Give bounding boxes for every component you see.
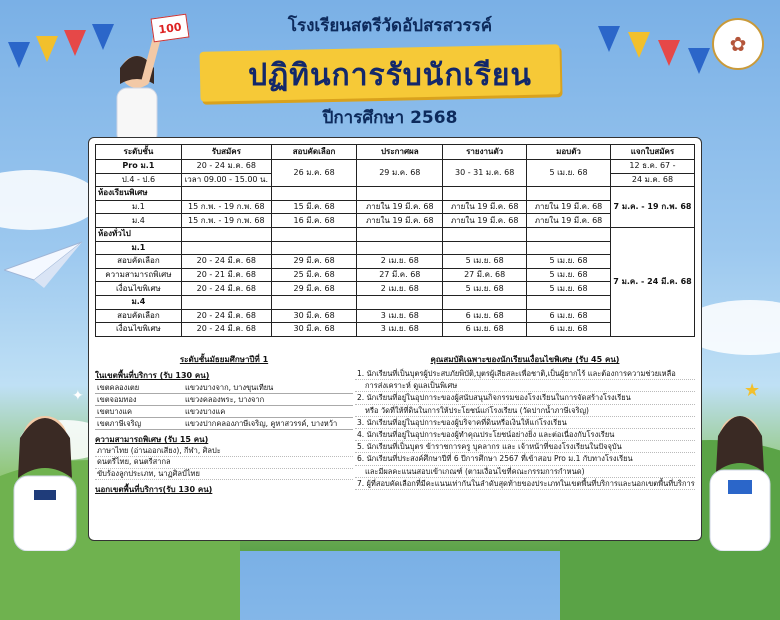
row-report: ภายใน 19 มี.ค. 68 [443,214,527,228]
section-row [96,295,695,309]
school-name: โรงเรียนสตรีวัดอัปสรสวรรค์ [287,16,493,36]
in-zone-title: ในเขตพื้นที่บริการ (รับ 130 คน) [95,371,210,380]
header-announce: ประกาศผล [357,145,443,160]
talent-line: ภาษาไทย (อ่านออกเสียง), กีฬา, ศิลปะ [95,446,353,457]
student-illustration-bottom-right [698,396,780,551]
header-exam: สอบคัดเลือก [271,145,357,160]
section-row [96,227,695,241]
row-report: 5 เม.ย. 68 [443,255,527,269]
row-announce: 27 มี.ค. 68 [357,268,443,282]
zone-subdistrict: แขวงปากคลองภาษีเจริญ, คูหาสวรรค์, บางหว้า [185,419,338,428]
zone-district: เขตบางแค [97,407,133,416]
row-announce: 2 เม.ย. 68 [357,282,443,296]
talent-line: ขับร้องลูกประเภท, นาฏศิลป์ไทย [95,469,353,480]
row-exam: 16 มี.ค. 68 [271,214,357,228]
header-form: แจกใบสมัคร [610,145,694,160]
talent-line: ดนตรีไทย, ดนตรีสากล [95,457,353,468]
pro-level-sub: ป.4 - ป.6 [96,173,182,187]
page-title: ปฏิทินการรับนักเรียน [248,58,532,93]
row-apply: 15 ก.พ. - 19 ก.พ. 68 [181,214,271,228]
table-row [96,255,695,269]
school-logo: ✿ [712,18,764,70]
zone-subdistrict: แขวงบางจาก, บางขุนเทียน [185,383,274,392]
row-apply: 20 - 24 มี.ค. 68 [181,282,271,296]
row-exam: 15 มี.ค. 68 [271,200,357,214]
star-icon: ★ [744,380,761,401]
row-apply: 15 ก.พ. - 19 ก.พ. 68 [181,200,271,214]
pro-exam: 26 ม.ค. 68 [271,160,357,187]
special-section-label: ห้องเรียนพิเศษ [96,187,182,201]
condition-line: 4. นักเรียนที่อยู่ในอุปการะของผู้ทำคุณประโยชน์อย่างยิ่ง และต่อเนื่องกับโรงเรียน [355,429,695,441]
general-form-period: 7 ม.ค. - 24 มี.ค. 68 [610,227,694,336]
row-announce: ภายใน 19 มี.ค. 68 [357,200,443,214]
pro-announce: 29 ม.ค. 68 [357,160,443,187]
table-row [96,200,695,214]
row-report: ภายใน 19 มี.ค. 68 [443,200,527,214]
m1-label: ม.1 [96,241,182,255]
zone-row [95,418,353,430]
m4-label: ม.4 [96,295,182,309]
row-apply: 20 - 21 มี.ค. 68 [181,268,271,282]
table-row [96,282,695,296]
condition-line: และมีผลคะแนนสอบเข้าเกณฑ์ (ตามเงื่อนไขที่คณะกรรมการกำหนด) [355,466,695,478]
row-announce: 3 เม.ย. 68 [357,323,443,337]
header-level: ระดับชั้น [96,145,182,160]
condition-line: 2. นักเรียนที่อยู่ในอุปการะของผู้สนับสนุนกิจกรรมของโรงเรียนในการจัดสร้างโรงเรียน [355,392,695,404]
pro-apply-time: เวลา 09.00 - 15.00 น. [181,173,271,187]
zone-district: เขตจอมทอง [97,395,137,404]
row-announce: 2 เม.ย. 68 [357,255,443,269]
row-announce: 3 เม.ย. 68 [357,309,443,323]
row-enroll: 5 เม.ย. 68 [527,282,611,296]
row-level: ความสามารถพิเศษ [96,268,182,282]
condition-line: 3. นักเรียนที่อยู่ในอุปการะของผู้บริจาคที่ดินหรือเงินให้แก่โรงเรียน [355,417,695,429]
out-zone-title: นอกเขตพื้นที่บริการ(รับ 130 คน) [95,484,213,494]
general-section-label: ห้องทั่วไป [96,227,182,241]
row-apply: 20 - 24 มี.ค. 68 [181,323,271,337]
row-announce: ภายใน 19 มี.ค. 68 [357,214,443,228]
zone-subdistrict: แขวงคลองพระ, บางจาก [185,395,265,404]
table-header-row [96,145,695,160]
zone-district: เขตภาษีเจริญ [97,419,142,428]
row-enroll: 5 เม.ย. 68 [527,268,611,282]
table-row [96,323,695,337]
header-enroll: มอบตัว [527,145,611,160]
row-report: 5 เม.ย. 68 [443,282,527,296]
header-report: รายงานตัว [443,145,527,160]
zone-panel [95,351,353,496]
row-enroll: ภายใน 19 มี.ค. 68 [527,200,611,214]
academic-year: ปีการศึกษา 2568 [322,108,458,128]
zone-row [95,406,353,418]
section-row [96,241,695,255]
row-level: สอบคัดเลือก [96,255,182,269]
cloud-decoration [0,170,100,230]
row-apply: 20 - 24 มี.ค. 68 [181,255,271,269]
row-report: 27 มี.ค. 68 [443,268,527,282]
pro-form-end: 24 ม.ค. 68 [610,173,694,187]
pro-apply: 20 - 24 ม.ค. 68 [181,160,271,174]
admission-schedule-table [95,144,695,337]
condition-line: การส่งเคราะห์ ดูแลเป็นพิเศษ [355,380,695,392]
special-condition-panel [355,351,695,490]
condition-line: 1. นักเรียนที่เป็นบุตรผู้ประสบภัยพิบัติ,บุตรผู้เสียสละเพื่อชาติ,เป็นผู้ยากไร้ และต้องการความช่วยเหลือ [355,368,695,380]
condition-line: หรือ วัดที่ให้ที่ดินในการให้ประโยชน์แก่โรงเรียน (วัดปากน้ำภาษีเจริญ) [355,405,695,417]
score-sign: 100 [151,14,190,43]
row-exam: 30 มี.ค. 68 [271,309,357,323]
row-level: เงื่อนไขพิเศษ [96,323,182,337]
section-row [96,187,695,201]
row-exam: 30 มี.ค. 68 [271,323,357,337]
zone-row [95,394,353,406]
table-row [96,268,695,282]
condition-line: 7. ผู้ที่สอบคัดเลือกที่มีคะแนนเท่ากันในลำดับสุดท้ายของประเภทในเขตพื้นที่บริการและนอกเขตพื้นที่บริการ [355,478,695,490]
pro-form-start: 12 ธ.ค. 67 - [610,160,694,174]
row-enroll: 6 เม.ย. 68 [527,323,611,337]
condition-line: 6. นักเรียนที่ประสงค์ศึกษาปีที่ 6 ปีการศึกษา 2567 ที่เข้าสอบ Pro ม.1 กับทางโรงเรียน [355,453,695,465]
header-apply: รับสมัคร [181,145,271,160]
row-enroll: 6 เม.ย. 68 [527,309,611,323]
talent-title: ความสามารถพิเศษ (รับ 15 คน) [95,435,209,444]
student-illustration-bottom-left [0,398,90,551]
pro-report: 30 - 31 ม.ค. 68 [443,160,527,187]
row-enroll: ภายใน 19 มี.ค. 68 [527,214,611,228]
zone-district: เขตคลองเตย [97,383,140,392]
row-level: สอบคัดเลือก [96,309,182,323]
special-form-period: 7 ม.ค. - 19 ก.พ. 68 [610,187,694,228]
row-exam: 29 มี.ค. 68 [271,255,357,269]
pro-level: Pro ม.1 [96,160,182,174]
paper-plane-icon [4,240,84,290]
pro-enroll: 5 เม.ย. 68 [527,160,611,187]
row-report: 6 เม.ย. 68 [443,323,527,337]
zone-panel-title: ระดับชั้นมัธยมศึกษาปีที่ 1 [179,355,269,364]
zone-subdistrict: แขวงบางแค [185,407,226,416]
row-report: 6 เม.ย. 68 [443,309,527,323]
zone-row [95,382,353,394]
row-enroll: 5 เม.ย. 68 [527,255,611,269]
table-row [96,309,695,323]
row-exam: 29 มี.ค. 68 [271,282,357,296]
schedule-card [88,137,702,541]
row-apply: 20 - 24 มี.ค. 68 [181,309,271,323]
row-level: เงื่อนไขพิเศษ [96,282,182,296]
table-row [96,214,695,228]
condition-line: 5. นักเรียนที่เป็นบุตร ข้าราชการครู บุคลากร และ เจ้าหน้าที่ของโรงเรียนในปัจจุบัน [355,441,695,453]
row-level: ม.4 [96,214,182,228]
special-condition-title: คุณสมบัติเฉพาะของนักเรียนเงื่อนไขพิเศษ (รับ 45 คน) [430,355,620,364]
row-level: ม.1 [96,200,182,214]
star-icon: ✦ [72,388,84,404]
table-row [96,160,695,174]
row-exam: 25 มี.ค. 68 [271,268,357,282]
